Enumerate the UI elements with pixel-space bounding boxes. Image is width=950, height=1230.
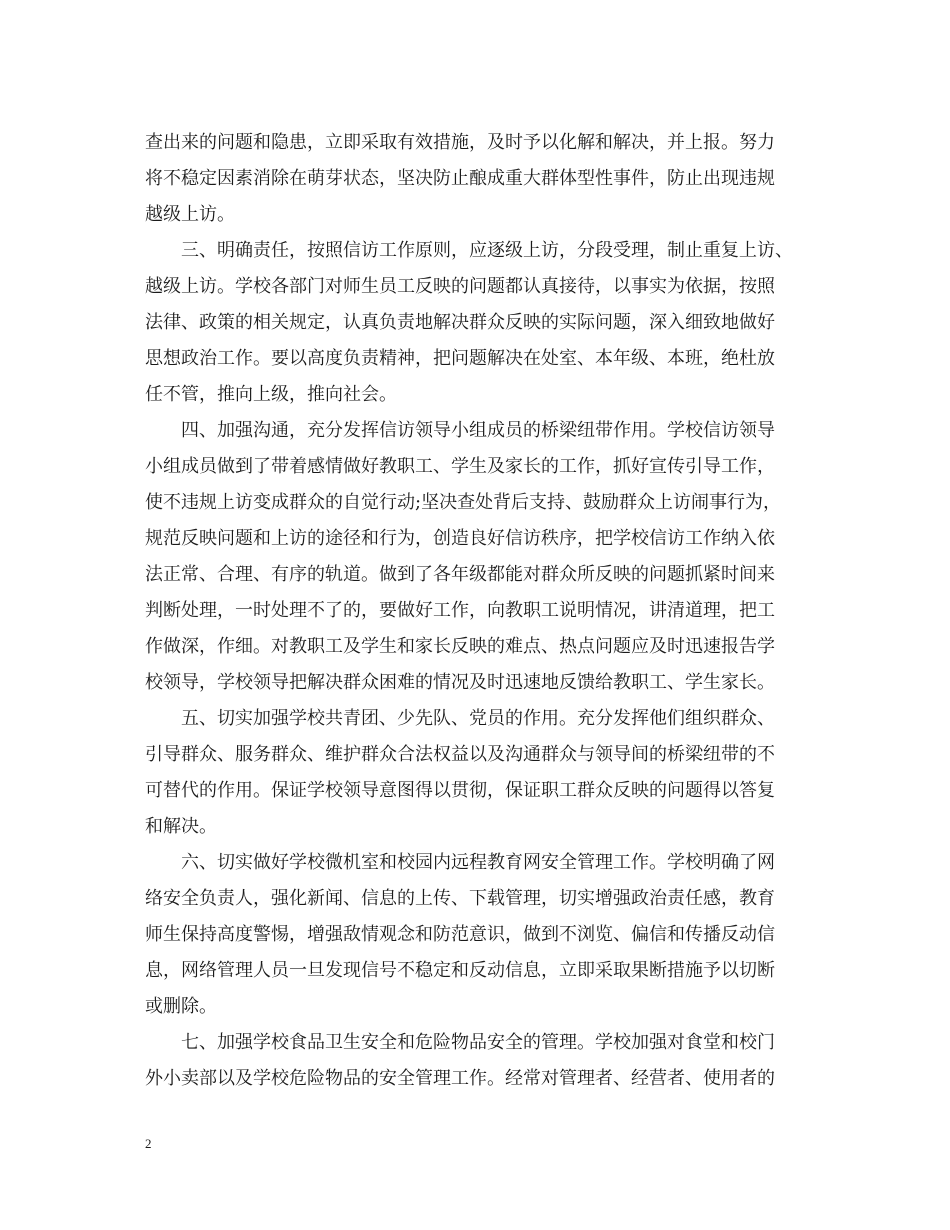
- text-line: 或删除。: [145, 996, 217, 1017]
- text-line: 思想政治工作。要以高度负责精神，把问题解决在处室、本年级、本班，绝杜放: [145, 348, 775, 369]
- text-line: 六、切实做好学校微机室和校园内远程教育网安全管理工作。学校明确了网: [181, 852, 775, 873]
- text-line: 五、切实加强学校共青团、少先队、党员的作用。充分发挥他们组织群众、: [181, 708, 775, 729]
- text-line: 将不稳定因素消除在萌芽状态，坚决防止酿成重大群体型性事件，防止出现违规: [145, 168, 775, 189]
- text-line: 引导群众、服务群众、维护群众合法权益以及沟通群众与领导间的桥梁纽带的不: [145, 744, 775, 765]
- text-line: 查出来的问题和隐患，立即采取有效措施，及时予以化解和解决，并上报。努力: [145, 132, 775, 153]
- paragraph: [145, 701, 813, 845]
- text-line: 越级上访。学校各部门对师生员工反映的问题都认真接待，以事实为依据，按照: [145, 276, 775, 297]
- text-line: 越级上访。: [145, 204, 235, 225]
- text-line: 小组成员做到了带着感情做好教职工、学生及家长的工作，抓好宣传引导工作，: [145, 456, 775, 477]
- document-body: [145, 125, 813, 1097]
- text-line: 和解决。: [145, 816, 217, 837]
- text-line: 师生保持高度警惕，增强敌情观念和防范意识，做到不浏览、偏信和传播反动信: [145, 924, 775, 945]
- paragraph: [145, 845, 813, 1025]
- page-number: 2: [145, 1136, 152, 1151]
- text-line: 三、明确责任，按照信访工作原则，应逐级上访，分段受理，制止重复上访、: [181, 240, 793, 261]
- text-line: 作做深，作细。对教职工及学生和家长反映的难点、热点问题应及时迅速报告学: [145, 636, 775, 657]
- text-line: 任不管，推向上级，推向社会。: [145, 384, 397, 405]
- text-line: 可替代的作用。保证学校领导意图得以贯彻，保证职工群众反映的问题得以答复: [145, 780, 775, 801]
- text-line: 四、加强沟通，充分发挥信访领导小组成员的桥梁纽带作用。学校信访领导: [181, 420, 775, 441]
- text-line: 息，网络管理人员一旦发现信号不稳定和反动信息，立即采取果断措施予以切断: [145, 960, 775, 981]
- paragraph: [145, 1025, 813, 1097]
- paragraph: [145, 413, 813, 701]
- text-line: 法正常、合理、有序的轨道。做到了各年级都能对群众所反映的问题抓紧时间来: [145, 564, 775, 585]
- text-line: 络安全负责人，强化新闻、信息的上传、下载管理，切实增强政治责任感，教育: [145, 888, 775, 909]
- text-line: 校领导，学校领导把解决群众困难的情况及时迅速地反馈给教职工、学生家长。: [145, 672, 775, 693]
- text-line: 七、加强学校食品卫生安全和危险物品安全的管理。学校加强对食堂和校门: [181, 1032, 775, 1053]
- text-line: 判断处理，一时处理不了的，要做好工作，向教职工说明情况，讲清道理，把工: [145, 600, 775, 621]
- text-line: 规范反映问题和上访的途径和行为，创造良好信访秩序，把学校信访工作纳入依: [145, 528, 775, 549]
- text-line: 使不违规上访变成群众的自觉行动;坚决查处背后支持、鼓励群众上访闹事行为，: [145, 492, 782, 513]
- paragraph: [145, 125, 813, 233]
- text-line: 外小卖部以及学校危险物品的安全管理工作。经常对管理者、经营者、使用者的: [145, 1068, 775, 1089]
- text-line: 法律、政策的相关规定，认真负责地解决群众反映的实际问题，深入细致地做好: [145, 312, 775, 333]
- paragraph: [145, 233, 813, 413]
